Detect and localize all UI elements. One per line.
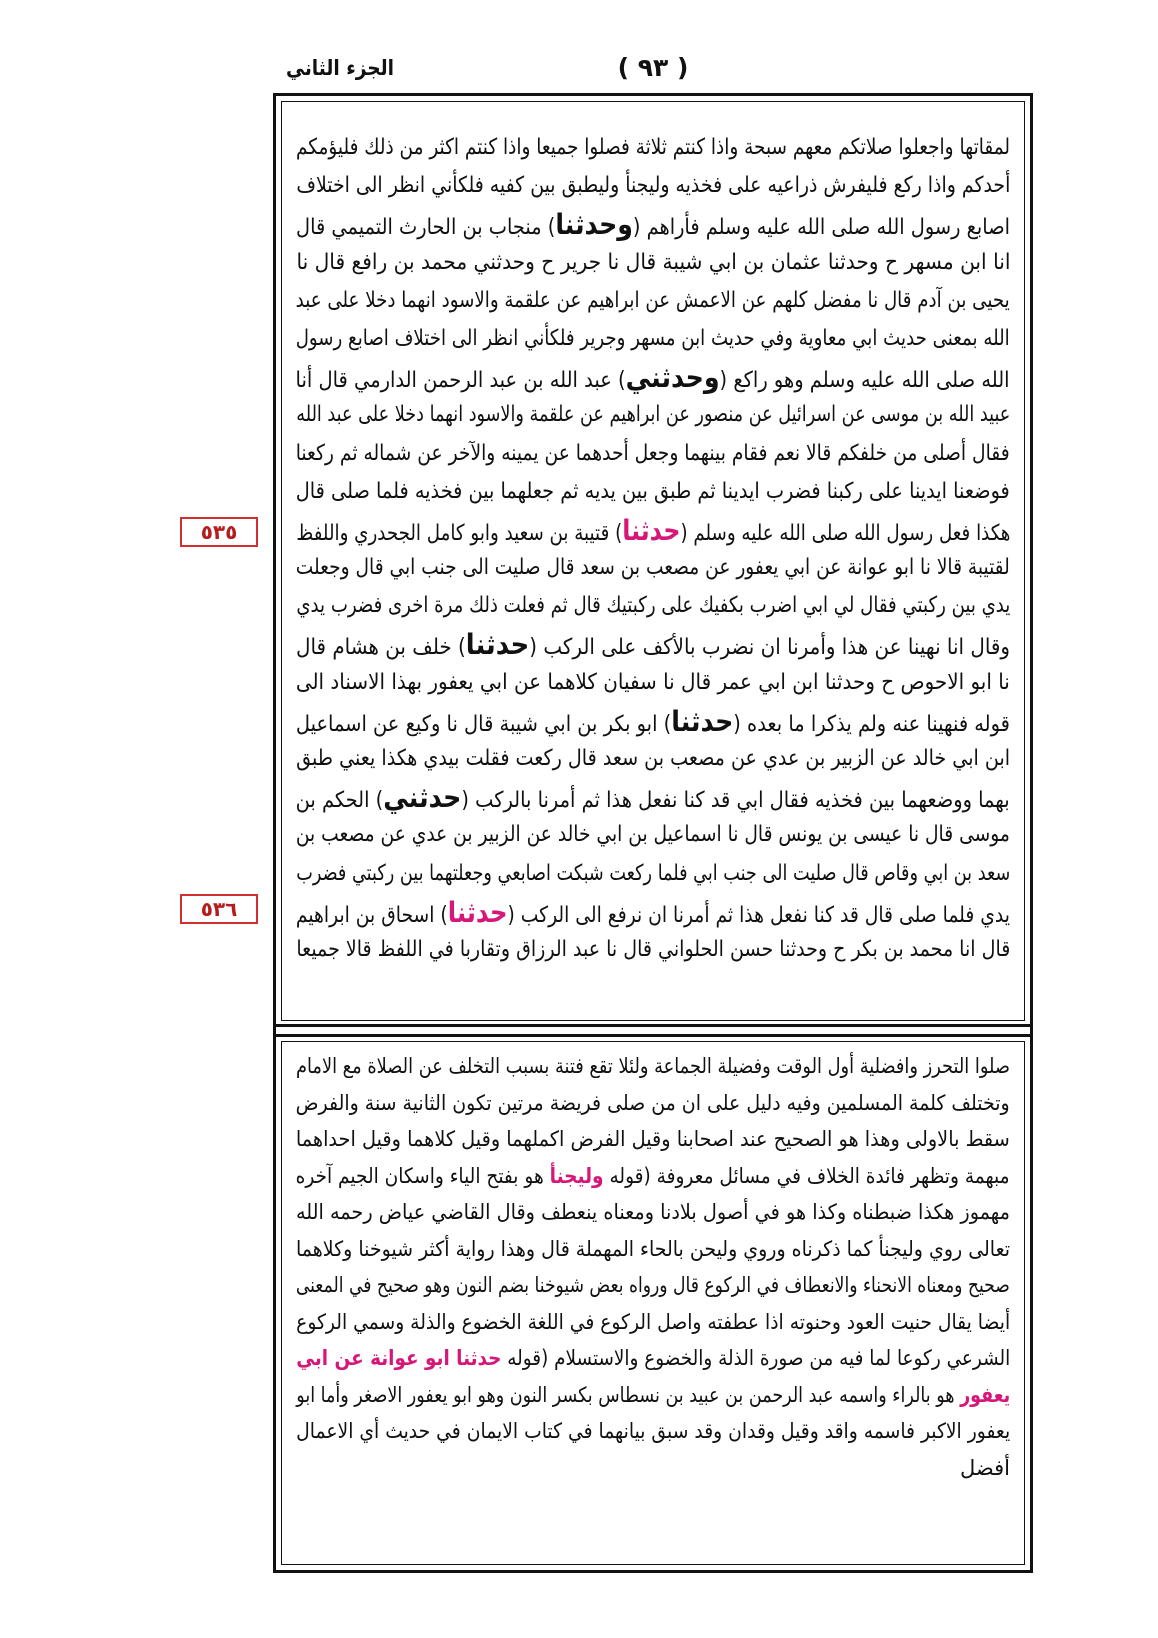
commentary-line	[296, 1377, 1010, 1414]
text-run: ) عبد الله بن عبد الرحمن الدارمي قال أنا	[295, 368, 627, 394]
text-run: يحيى بن آدم قال نا مفضل كلهم عن الاعمش عن ابراهيم عن علقمة والاسود انهما دخلا على عبد	[295, 287, 1010, 313]
text-run: ) قتيبة بن سعيد وابو كامل الجحدري واللفظ	[295, 520, 622, 546]
commentary-line	[296, 1413, 1010, 1450]
text-run: فوضعنا ايدينا على ركبنا فضرب ايدينا ثم طبق بين يديه ثم جعلهما بين فخذيه فلما صلى قال	[295, 478, 1010, 504]
matn-line	[296, 816, 1010, 854]
line-text	[296, 282, 1010, 320]
commentary-text	[296, 1048, 1010, 1486]
commentary-line	[296, 1450, 1010, 1487]
line-text	[296, 435, 1010, 473]
highlighted-phrase: وليجنأ	[550, 1163, 605, 1188]
text-run: وتختلف كلمة المسلمين وفيه دليل على ان من صلى فريضة مرتين تكون الثانية سنة والفرض	[296, 1090, 1010, 1115]
page-number	[604, 47, 702, 89]
line-text	[296, 1158, 1010, 1195]
matn-line	[296, 320, 1010, 358]
text-run: هو بفتح الياء واسكان الجيم آخره	[296, 1163, 551, 1188]
commentary-line	[296, 1085, 1010, 1122]
matn-line	[296, 740, 1010, 778]
matn-line	[296, 549, 1010, 587]
text-run: ) منجاب بن الحارث التميمي قال	[295, 215, 556, 241]
text-run: فقال أصلى من خلفكم قالا نعم فقام بينهما وجعل أحدهما عن يمينه والآخر عن شماله ثم ركعنا	[296, 440, 1010, 466]
line-text	[296, 740, 1010, 778]
matn-line	[296, 625, 1010, 663]
line-text	[296, 358, 1010, 400]
text-run: لمقاتها واجعلوا صلاتكم معهم سبحة واذا كنتم ثلاثة فصلوا جميعا واذا كنتم اكثر من ذلك فليؤمكم	[296, 135, 1010, 160]
text-run: وقال انا نهينا عن هذا وأمرنا ان نضرب بالأكف على الركب (	[529, 635, 1010, 661]
matn-line	[296, 893, 1010, 931]
line-text	[296, 778, 1010, 820]
commentary-line	[296, 1121, 1010, 1158]
line-text	[296, 1413, 1010, 1450]
volume-title	[286, 50, 394, 86]
text-run: أفضل	[960, 1455, 1010, 1480]
line-text	[296, 473, 1010, 511]
text-run: مهموز هكذا ضبطناه وكذا هو في أصول بلادنا ومعناه ينعطف وقال القاضي عياض رحمه الله	[295, 1200, 1010, 1224]
text-run: الله صلى الله عليه وسلم وهو راكع (	[720, 368, 1010, 394]
isnad-marker: حدثنا	[621, 512, 681, 547]
text-run: الله بمعنى حديث ابي معاوية وفي حديث ابن مسهر وجرير فلكأني انظر الى اختلاف اصابع رسول	[296, 325, 1010, 351]
text-run: بهما ووضعهما بين فخذيه فقال ابي قد كنا نفعل هذا ثم أمرنا بالركب (	[461, 788, 1010, 814]
matn-line	[296, 664, 1010, 702]
line-text	[296, 1194, 1010, 1231]
text-run: انا ابن مسهر ح وحدثنا عثمان بن ابي شيبة قال نا جرير ح وحدثني محمد بن رافع قال نا	[296, 249, 1010, 275]
line-text	[296, 244, 1010, 282]
line-text	[296, 1304, 1010, 1341]
margin-hadith-number-text: ٥٣٥	[200, 520, 238, 544]
isnad-marker: حدثنا	[465, 627, 530, 662]
isnad-marker: حدثني	[383, 780, 462, 815]
text-run: قال انا محمد بن بكر ح وحدثنا حسن الحلواني قال نا عبد الرزاق وتقاربا في اللفظ قالا جميعا	[295, 936, 1010, 962]
line-text	[960, 1450, 1010, 1487]
line-text	[296, 625, 1010, 667]
text-run: ) الحكم بن	[295, 788, 384, 814]
isnad-marker: حدثنا	[671, 703, 734, 738]
line-text	[296, 1340, 1010, 1377]
section-divider	[273, 1024, 1033, 1037]
matn-line	[296, 435, 1010, 473]
isnad-marker: وحدثنا	[555, 207, 633, 242]
line-text	[296, 320, 1010, 358]
matn-line	[296, 931, 1010, 969]
text-run: الشرعي ركوعا لما فيه من صورة الذلة والخضوع والاستسلام (قوله	[501, 1346, 1010, 1370]
matn-line	[296, 473, 1010, 511]
isnad-marker: حدثنا	[447, 894, 508, 929]
text-run: قوله فنهينا عنه ولم يذكرا ما بعده (	[733, 711, 1010, 737]
line-text	[296, 1085, 1010, 1122]
line-text	[296, 816, 1010, 854]
text-run: هكذا فعل رسول الله صلى الله عليه وسلم (	[680, 520, 1010, 546]
commentary-line	[296, 1194, 1010, 1231]
text-run: مبهمة وتظهر فائدة الخلاف في مسائل معروفة (قوله	[604, 1163, 1010, 1188]
matn-text	[296, 129, 1010, 969]
text-run: صحيح ومعناه الانحناء والانعطاف في الركوع قال ورواه بعض شيوخنا بضم النون وهو صحيح في المعنى	[296, 1273, 1010, 1297]
text-run: ) ابو بكر بن ابي شيبة قال نا وكيع عن اسماعيل	[295, 711, 672, 737]
highlighted-phrase: يعفور	[959, 1382, 1010, 1407]
commentary-line	[296, 1048, 1010, 1085]
text-run: أيضا يقال حنيت العود وحنوته اذا عطفته واصل الركوع في اللغة الخضوع والذلة وسمي الركوع	[296, 1309, 1010, 1334]
text-run: نا ابو الاحوص ح وحدثنا ابن ابي عمر قال نا سفيان كلاهما عن ابي يعفور بهذا الاسناد الى	[295, 669, 1010, 695]
matn-line	[296, 778, 1010, 816]
text-run: سعد بن ابي وقاص قال صليت الى جنب ابي فلما ركعت شبكت اصابعي وجعلتهما بين ركبتي فضرب	[296, 860, 1010, 886]
text-run: يدي فلما صلى قال قد كنا نفعل هذا ثم أمرنا ان نرفع الى الركب (	[507, 902, 1010, 928]
highlighted-phrase: حدثنا ابو عوانة عن ابي	[295, 1346, 502, 1370]
text-run: يعفور الاكبر فاسمه واقد وقيل وقدان وقد سبق بيانهما في كتاب الايمان في حديث أي الاعمال	[295, 1419, 1010, 1443]
line-text	[296, 1121, 1010, 1158]
text-run: لقتيبة قالا نا ابو عوانة عن ابي يعفور عن مصعب بن سعد قال صليت الى جنب ابي قال وجعلت	[296, 555, 1010, 581]
text-run: يدي بين ركبتي فقال لي ابي اضرب بكفيك على ركبتيك قال ثم فعلت ذلك مرة اخرى فضرب يدي	[295, 593, 1010, 619]
line-text	[296, 1377, 1010, 1414]
text-run: موسى قال نا عيسى بن يونس قال نا اسماعيل بن ابي خالد عن الزبير بن عدي عن مصعب بن	[296, 822, 1010, 848]
line-text	[296, 549, 1010, 587]
line-text	[296, 396, 1010, 434]
text-run: اصابع رسول الله صلى الله عليه وسلم فأراهم (	[632, 215, 1010, 241]
line-text	[296, 587, 1010, 625]
matn-line	[296, 205, 1010, 243]
matn-line	[296, 587, 1010, 625]
commentary-line	[296, 1267, 1010, 1304]
text-run: ) خلف بن هشام قال	[296, 635, 466, 661]
line-text	[296, 167, 1010, 205]
line-text	[296, 664, 1010, 702]
line-text	[296, 1231, 1010, 1268]
volume-title-text: الجزء الثاني	[286, 56, 394, 80]
matn-line	[296, 244, 1010, 282]
margin-hadith-number-text: ٥٣٦	[200, 897, 238, 921]
matn-line	[296, 129, 1010, 167]
line-text	[296, 1048, 1010, 1085]
text-run: صلوا التحرز وافضلية أول الوقت وفضيلة الجماعة ولئلا تقع فتنة بسبب التخلف عن الصلاة مع الامام	[295, 1054, 1010, 1078]
line-text	[296, 511, 1010, 553]
text-run: سقط بالاولى وهذا هو الصحيح عند اصحابنا وقيل الفرض اكملهما وقيل كلاهما وقيل احداهما	[296, 1127, 1010, 1151]
commentary-line	[296, 1158, 1010, 1195]
line-text	[296, 893, 1010, 935]
isnad-marker: وحدثني	[626, 360, 721, 395]
line-text	[296, 129, 1010, 167]
margin-hadith-number	[180, 894, 258, 924]
commentary-line	[296, 1304, 1010, 1341]
text-run: ابن ابي خالد عن الزبير بن عدي عن مصعب بن سعد قال ركعت فقلت بيدي هكذا يعني طبق	[295, 746, 1010, 771]
matn-line	[296, 702, 1010, 740]
line-text	[296, 855, 1010, 893]
text-run: هو بالراء واسمه عبد الرحمن بن عبيد بن نسطاس بكسر النون وهو ابو يعفور الاصغر وأما ابو	[296, 1382, 960, 1407]
line-text	[296, 205, 1010, 247]
text-run: تعالى روي وليجنأ كما ذكرناه وروي وليحن بالحاء المهملة قال وهذا رواية أكثر شيوخنا وكلاهما	[295, 1236, 1010, 1261]
margin-hadith-number	[180, 517, 258, 547]
line-text	[296, 1267, 1010, 1304]
commentary-line	[296, 1340, 1010, 1377]
text-run: أحدكم واذا ركع فليفرش ذراعيه على فخذيه وليجنأ وليطبق بين كفيه فلكأني انظر الى اختلاف	[295, 173, 1010, 199]
line-text	[296, 702, 1010, 744]
matn-line	[296, 358, 1010, 396]
commentary-line	[296, 1231, 1010, 1268]
line-text	[296, 931, 1010, 969]
text-run: عبيد الله بن موسى عن اسرائيل عن منصور عن ابراهيم عن علقمة والاسود انهما دخلا على عبد الله	[295, 402, 1010, 428]
matn-line	[296, 396, 1010, 434]
matn-line	[296, 282, 1010, 320]
matn-line	[296, 511, 1010, 549]
matn-line	[296, 167, 1010, 205]
text-run: ) اسحاق بن ابراهيم	[295, 902, 448, 928]
page-number-text: ( ٩٣ )	[617, 53, 689, 82]
matn-line	[296, 855, 1010, 893]
